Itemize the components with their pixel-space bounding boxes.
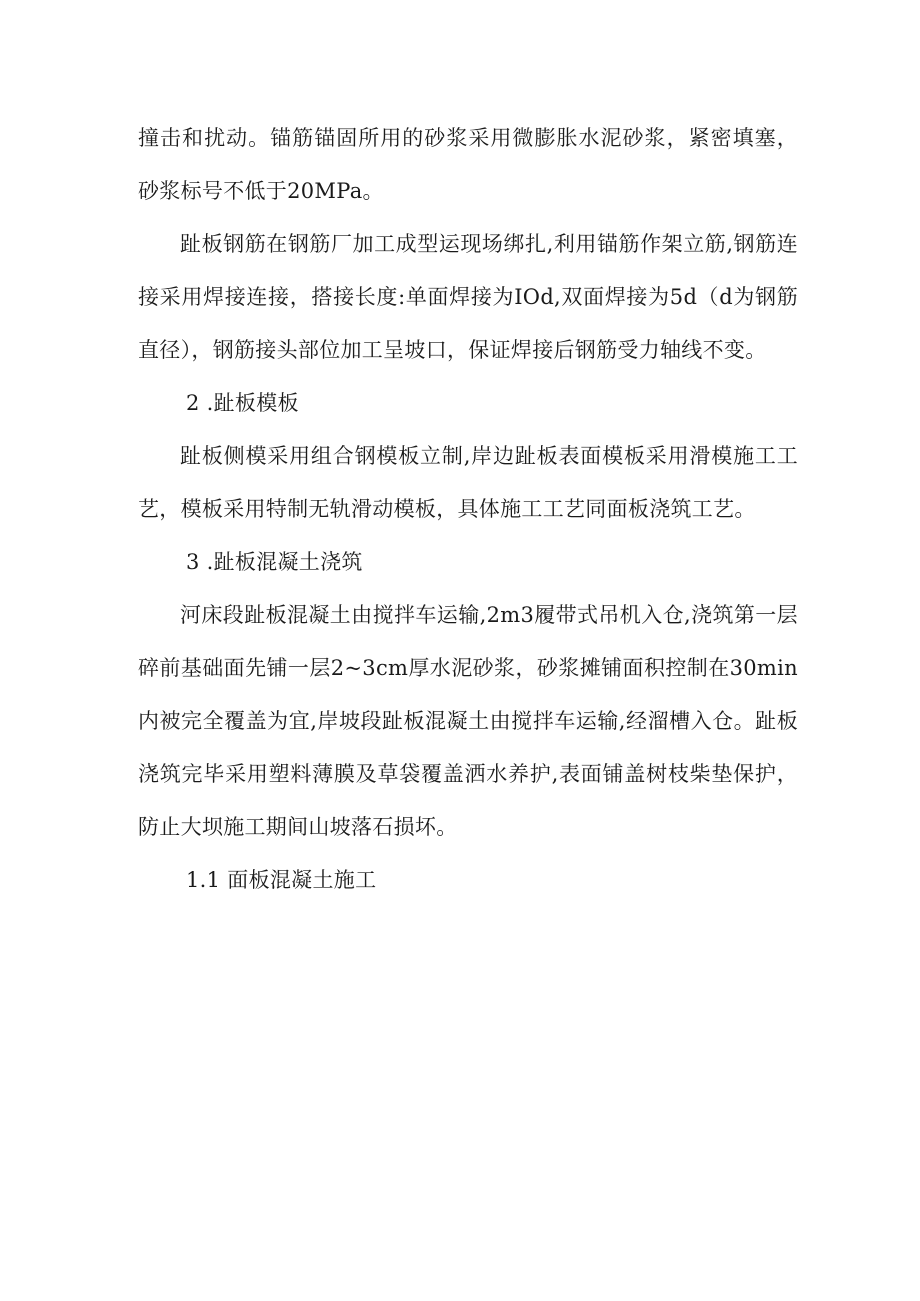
paragraph-concrete-pouring: 河床段趾板混凝土由搅拌车运输,2m3履带式吊机入仓,浇筑第一层碎前基础面先铺一层2~3cm厚水泥砂浆，砂浆摊铺面积控制在30min内被完全覆盖为宜,岸坡段趾板混凝土由搅拌车运输,经溜槽入仓。趾板浇筑完毕采用塑料薄膜及草袋覆盖洒水养护,表面铺盖树枝柴垫保护，防止大坝施工期间山坡落石损坏。 [138,603,798,839]
section-heading-face-slab: 1.1 面板混凝土施工 [186,868,377,892]
section-heading-concrete-pouring: 3 .趾板混凝土浇筑 [186,550,363,574]
paragraph-continuation: 撞击和扰动。锚筋锚固所用的砂浆采用微膨胀水泥砂浆，紧密填塞，砂浆标号不低于20MPa。 [138,126,798,203]
document-body [138,112,798,907]
section-heading-formwork: 2 .趾板模板 [186,391,299,415]
paragraph-rebar: 趾板钢筋在钢筋厂加工成型运现场绑扎,利用锚筋作架立筋,钢筋连接采用焊接连接，搭接长度:单面焊接为IOd,双面焊接为5d（d为钢筋直径），钢筋接头部位加工呈坡口，保证焊接后钢筋受力轴线不变。 [138,232,798,362]
paragraph-formwork: 趾板侧模采用组合钢模板立制,岸边趾板表面模板采用滑模施工工艺，模板采用特制无轨滑动模板，具体施工工艺同面板浇筑工艺。 [138,444,798,521]
